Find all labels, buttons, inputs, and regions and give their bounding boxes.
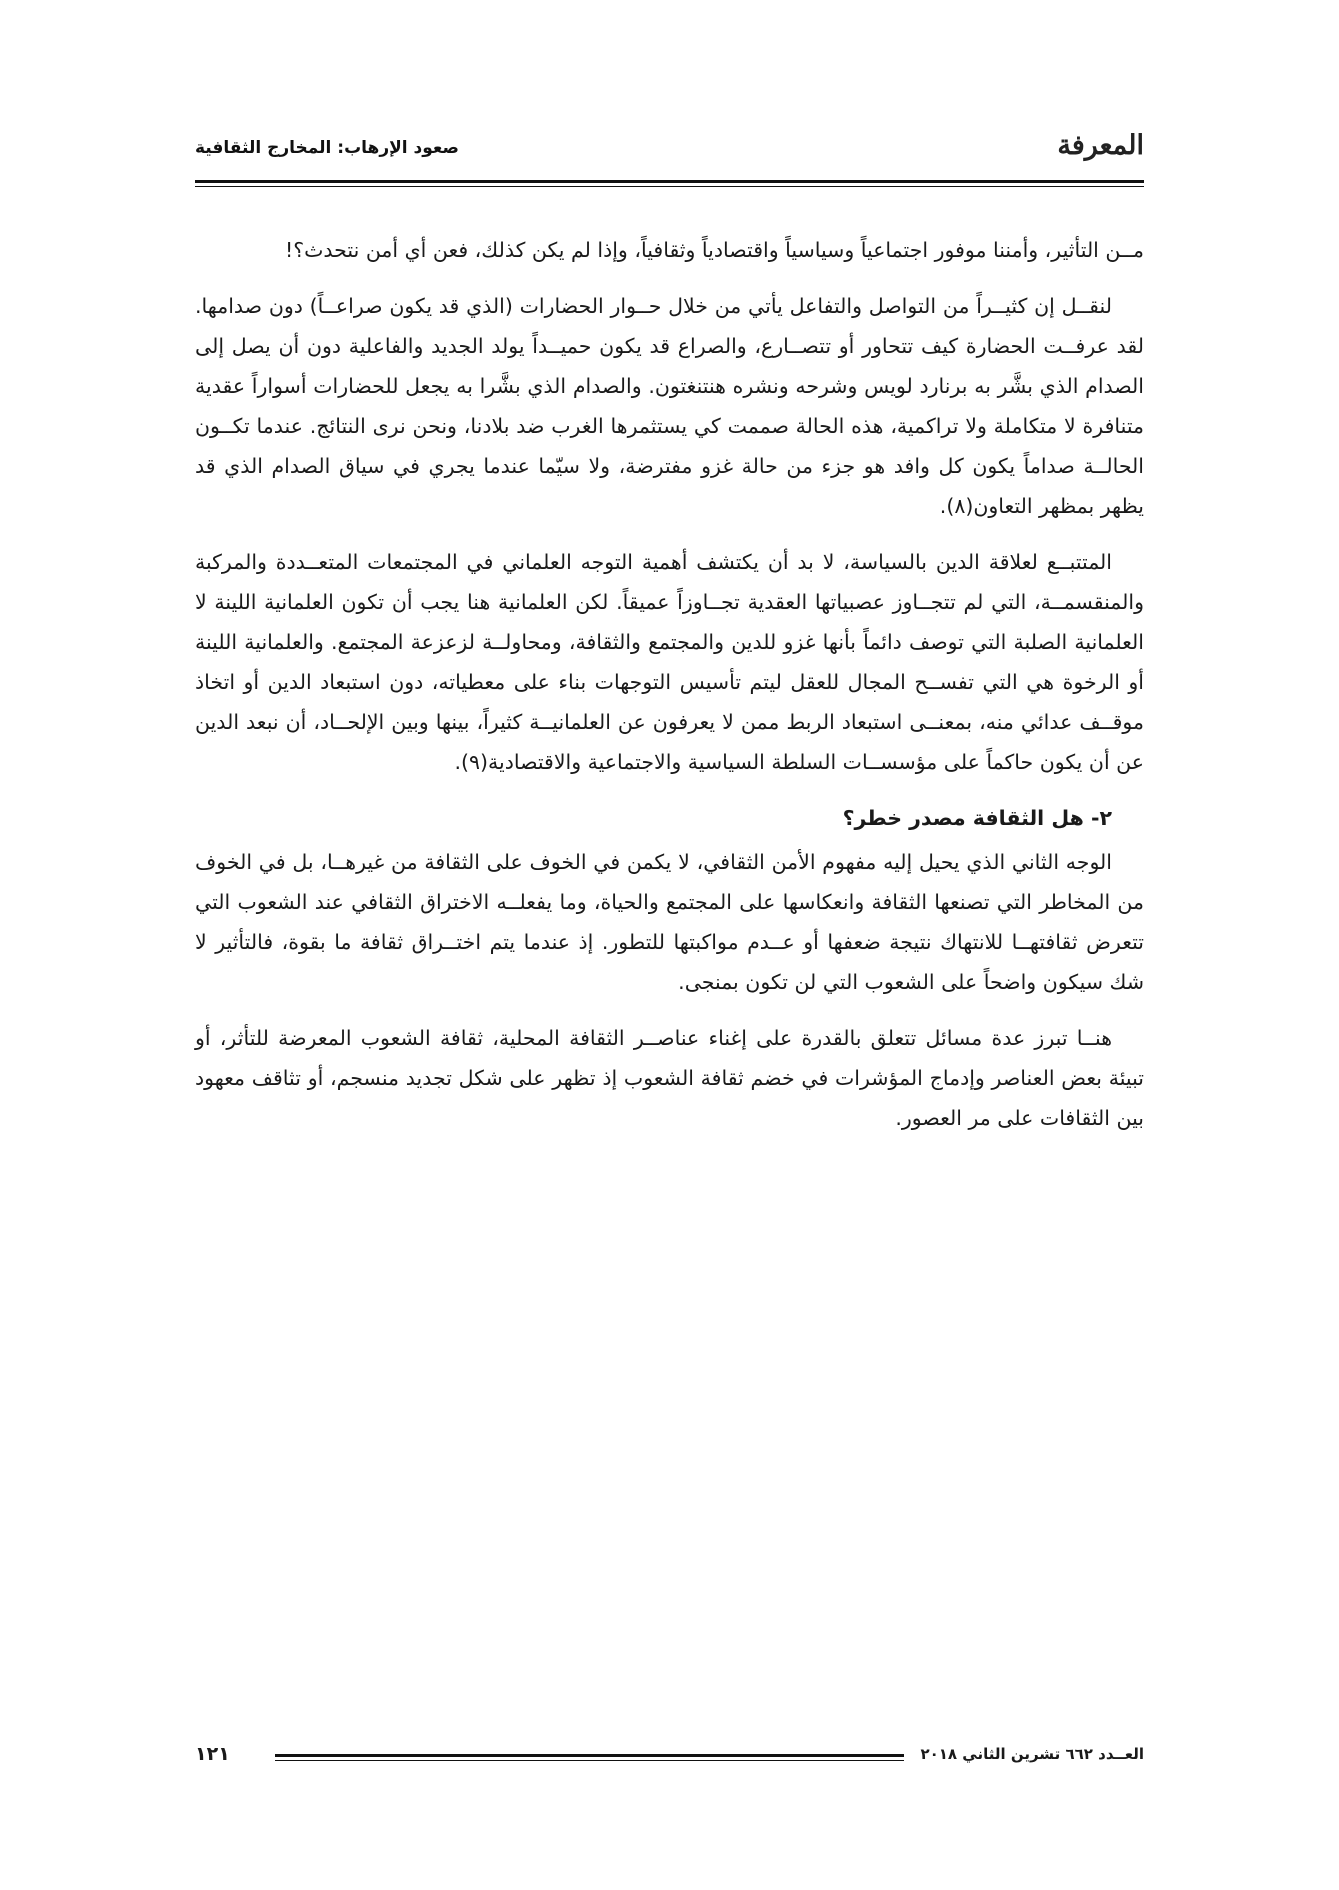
footer-rule bbox=[275, 1754, 904, 1757]
page-footer bbox=[195, 1745, 1144, 1775]
paragraph-1: مــن التأثير، وأمننا موفور اجتماعياً وسياسياً واقتصادياً وثقافياً، وإذا لم يكن كذلك، فعن أي أمن نتحدث؟! bbox=[285, 238, 1144, 262]
section-heading: ٢- هل الثقافة مصدر خطر؟ bbox=[842, 806, 1112, 830]
paragraph-2: لنقــل إن كثيــراً من التواصل والتفاعل يأتي من خلال حــوار الحضارات (الذي قد يكون صراعــاً) دون صدامها. لقد عرفــت الحضارة كيف تتحاور أو تتصــارع، والصراع قد يكون حميــداً يولد الجديد والفاعلية دون أن يصل إلى الصدام الذي بشَّر به برنارد لويس وشرحه ونشره هنتنغتون. والصدام الذي بشَّرا به يجعل للحضارات أسواراً عقدية متنافرة لا متكاملة ولا تراكمية، هذه الحالة صممت كي يستثمرها الغرب ضد بلادنا، ونحن نرى النتائج. عندما تكــون الحالــة صداماً يكون كل وافد هو جزء من حالة غزو مفترضة، ولا سيّما عندما يجري في سياق الصدام الذي قد يظهر بمظهر التعاون(٨). bbox=[195, 294, 1144, 518]
footer-rule-thin bbox=[275, 1760, 904, 1761]
article-body bbox=[195, 230, 1144, 1154]
header-rule bbox=[195, 180, 1144, 183]
paragraph-5: هنــا تبرز عدة مسائل تتعلق بالقدرة على إغناء عناصــر الثقافة المحلية، ثقافة الشعوب المعرضة للتأثر، أو تبيئة بعض العناصر وإدماج المؤشرات في خضم ثقافة الشعوب إذ تظهر على شكل تجديد منسجم، أو تثاقف معهود بين الثقافات على مر العصور. bbox=[195, 1026, 1144, 1130]
paragraph-3: المتتبــع لعلاقة الدين بالسياسة، لا بد أن يكتشف أهمية التوجه العلماني في المجتمعات المتعــددة والمركبة والمنقسمــة، التي لم تتجــاوز عصبياتها العقدية تجــاوزاً عميقاً. لكن العلمانية هنا يجب أن تكون العلمانية اللينة لا العلمانية الصلبة التي توصف دائماً بأنها غزو للدين والمجتمع والثقافة، ومحاولــة لزعزعة المجتمع. والعلمانية اللينة أو الرخوة هي التي تفســح المجال للعقل ليتم تأسيس التوجهات بناء على معطياته، دون استبعاد الدين أو اتخاذ موقــف عدائي منه، بمعنــى استبعاد الربط ممن لا يعرفون عن العلمانيــة كثيراً، بينها وبين الإلحــاد، أن نبعد الدين عن أن يكون حاكماً على مؤسســات السلطة السياسية والاجتماعية والاقتصادية(٩). bbox=[195, 550, 1144, 774]
paragraph-4: الوجه الثاني الذي يحيل إليه مفهوم الأمن الثقافي، لا يكمن في الخوف على الثقافة من غيرهــا، بل في الخوف من المخاطر التي تصنعها الثقافة وانعكاسها على المجتمع والحياة، وما يفعلــه الاختراق الثقافي عند الشعوب التي تتعرض ثقافتهــا للانتهاك نتيجة ضعفها أو عــدم مواكبتها للتطور. إذ عندما يتم اختــراق ثقافة ما بقوة، فالتأثير لا شك سيكون واضحاً على الشعوب التي لن تكون بمنجى. bbox=[195, 850, 1144, 994]
article-title: صعود الإرهاب: المخارج الثقافية bbox=[195, 138, 459, 158]
journal-logo: المعرفة bbox=[1057, 130, 1144, 161]
running-header bbox=[195, 128, 1144, 176]
header-rule-thin bbox=[195, 186, 1144, 187]
page-number: ١٢١ bbox=[195, 1743, 230, 1765]
issue-label: العــدد ٦٦٢ تشرين الثاني ٢٠١٨ bbox=[920, 1745, 1144, 1763]
